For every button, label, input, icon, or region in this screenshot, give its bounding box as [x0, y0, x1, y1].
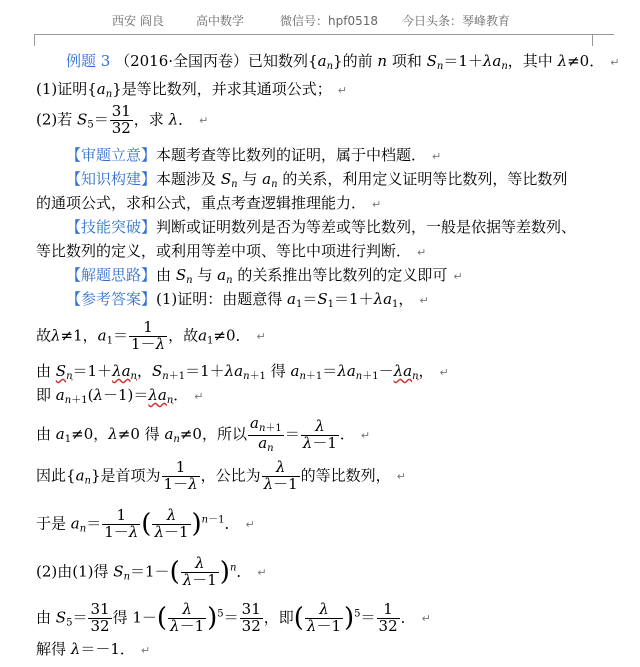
header-rule	[34, 34, 614, 35]
fraction: $\frac{1}{1-\lambda}$	[104, 506, 139, 541]
shenti-label: 【审题立意】	[66, 146, 157, 164]
answer-l2-c: ，故	[168, 326, 199, 345]
return-mark: ↵	[140, 644, 151, 657]
header-subject: 高中数学	[196, 14, 245, 28]
return-mark: ↵	[419, 294, 429, 307]
zhishi-label: 【知识构建】	[66, 170, 157, 188]
return-mark: ↵	[432, 150, 442, 163]
silu-text-b: 与	[197, 266, 213, 284]
answer-l6-d: 的等比数列，	[300, 466, 391, 485]
fraction: $\frac{1}{1-\lambda}$	[163, 458, 198, 493]
header-location: 西安 阎良	[112, 14, 164, 28]
zhishi-text-a: 本题涉及	[156, 170, 217, 188]
return-mark: ↵	[194, 390, 204, 403]
fraction: $\frac{\lambda}{\lambda-1}$	[302, 416, 337, 452]
period: ．	[178, 110, 194, 129]
answer-line-9: 由 $S_5=$ $\frac{31}{32}$ 得 1－( $\frac{\lambda}{\lambda-1}$ )$^5$＝ $\frac{31}{32}$ ，即( $\frac{\lambda}{\lambda-1}$ )$^5$＝ $\frac{1}{32}$ ． ↵	[36, 600, 431, 635]
fraction: $\frac{\lambda}{\lambda-1}$	[154, 506, 189, 541]
answer-l5-a: 由	[36, 425, 52, 443]
zhishi-text-c: 的关系，利用定义证明等比数列，等比数列	[282, 170, 568, 188]
return-mark: ↵	[245, 518, 255, 532]
jineng-text-line2: 等比数列的定义，或利用等差中项、等比中项进行判断．	[36, 242, 412, 260]
problem-stem-d: ，其中	[507, 52, 553, 70]
return-mark: ↵	[421, 612, 431, 626]
zhishi-text-b: 与	[242, 170, 258, 188]
answer-l1-text: (1)证明：由题意得	[156, 290, 283, 308]
fraction: $\frac{\lambda}{\lambda-1}$	[170, 600, 205, 635]
answer-l4-a: 即	[36, 386, 52, 404]
fraction: $\frac{\lambda}{\lambda-1}$	[306, 600, 341, 635]
answer-l10-a: 解得	[36, 640, 67, 658]
problem-stem-c: 项和	[391, 52, 422, 70]
return-mark: ↵	[396, 470, 406, 484]
fraction: $\frac{31}{32}$	[90, 600, 110, 635]
problem-stem-a: 已知数列	[248, 52, 309, 70]
part2-label: (2)若	[36, 110, 73, 129]
analysis-zhishi-line2	[36, 194, 381, 213]
answer-l9-a: 由	[36, 608, 52, 627]
fraction: $\frac{a_{n+1}}{a_n}$	[250, 414, 282, 454]
answer-line-3: 由 $S_n=1+\lambda a_n$，$S_{n+1}=1+\lambda a_{n+1}$ 得 $a_{n+1}=\lambda a_{n+1}-\lambda a_n$， ↵	[36, 362, 449, 382]
answer-l5-b: 得	[144, 425, 160, 443]
answer-l3-b: 得	[270, 362, 286, 380]
answer-line-6: 因此$\{a_n\}$是首项为 $\frac{1}{1-\lambda}$ ，公比为 $\frac{\lambda}{\lambda-1}$ 的等比数列， ↵	[36, 458, 406, 493]
answer-l6-b: 是首项为	[100, 466, 161, 485]
return-mark: ↵	[610, 56, 620, 69]
fraction: $\frac{31}{32}$	[111, 102, 131, 137]
answer-l9-c: ，即	[263, 608, 294, 627]
answer-line-4: 即 $a_{n+1}(\lambda-1)=\lambda a_n$． ↵	[36, 386, 204, 406]
problem-label: 例题 3	[66, 52, 111, 70]
silu-label: 【解题思路】	[66, 266, 157, 284]
answer-l9-b: 得	[112, 608, 128, 627]
analysis-shenti	[66, 146, 441, 165]
answer-l6-a: 因此	[36, 466, 67, 485]
problem-part1: (1)证明$\{a_n\}$是等比数列，并求其通项公式； ↵	[36, 80, 347, 100]
answer-l7-a: 于是	[36, 514, 67, 533]
return-mark: ↵	[257, 566, 267, 580]
answer-line-8: (2)由(1)得 $S_n=1-$( $\frac{\lambda}{\lambda-1}$ )$^n$． ↵	[36, 554, 267, 589]
answer-l8-a: (2)由(1)得	[36, 562, 109, 581]
zhishi-text-line2: 的通项公式，求和公式，重点考查逻辑推理能力．	[36, 194, 367, 212]
return-mark: ↵	[372, 198, 382, 211]
part1-label: (1)证明	[36, 80, 88, 98]
header-wechat: 微信号：hpf0518	[280, 14, 378, 28]
margin-mark-right	[592, 34, 593, 46]
jineng-label: 【技能突破】	[66, 218, 157, 236]
answer-l2-b: ，	[82, 326, 98, 345]
problem-source: （2016·全国丙卷）	[115, 52, 249, 70]
fraction: $\frac{\lambda}{\lambda-1}$	[182, 554, 217, 589]
margin-mark-left	[34, 34, 35, 46]
problem-part2: (2)若 $S_5=$ $\frac{31}{32}$ ，求 λ． ↵	[36, 102, 209, 137]
return-mark: ↵	[360, 429, 371, 442]
fraction: $\frac{1}{1-\lambda}$	[131, 318, 166, 353]
fraction: $\frac{31}{32}$	[241, 600, 261, 635]
answer-line-7: 于是 $a_n=$ $\frac{1}{1-\lambda}$ ( $\frac{\lambda}{\lambda-1}$ )$^{n-1}$． ↵	[36, 506, 255, 541]
part1-text: 是等比数列，并求其通项公式；	[121, 80, 332, 98]
return-mark: ↵	[256, 330, 266, 344]
jineng-text: 判断或证明数列是否为等差或等比数列，一般是依据等差数列、	[156, 218, 577, 236]
answer-line-1: 【参考答案】(1)证明：由题意得 $a_1=S_1=1+\lambda a_1$， ↵	[66, 290, 429, 310]
answer-l2-a: 故	[36, 326, 52, 345]
answer-line-2: 故λ≠1，$a_1=$ $\frac{1}{1-\lambda}$ ，故$a_1\ne 0$． ↵	[36, 318, 266, 353]
problem-statement: 例题 3 （2016·全国丙卷）已知数列$\{a_n\}$的前 n 项和 $S_n=1+\lambda a_n$，其中 λ≠0． ↵	[66, 52, 620, 72]
answer-l5-c: ，所以	[201, 425, 247, 443]
analysis-zhishi: 【知识构建】本题涉及 $S_n$ 与 $a_n$ 的关系，利用定义证明等比数列，等比数列	[66, 170, 568, 190]
answer-label: 【参考答案】	[66, 290, 157, 308]
return-mark: ↵	[199, 114, 209, 128]
answer-line-5: 由 $a_1\ne 0$，λ≠0 得 $a_n\ne 0$，所以 $\frac{a_{n+1}}{a_n}$ ＝ $\frac{\lambda}{\lambda-1}$ ． ↵	[36, 414, 371, 454]
return-mark: ↵	[439, 366, 449, 379]
part2-text: ，求	[133, 110, 164, 129]
shenti-text: 本题考查等比数列的证明，属于中档题．	[156, 146, 427, 164]
answer-l3-a: 由	[36, 362, 52, 380]
analysis-jineng	[66, 218, 576, 237]
problem-stem-b: 的前	[342, 52, 373, 70]
answer-line-10: 解得 λ＝－1． ↵	[36, 640, 151, 658]
page-header	[0, 10, 640, 32]
fraction: $\frac{\lambda}{\lambda-1}$	[263, 458, 298, 493]
analysis-silu: 【解题思路】由 $S_n$ 与 $a_n$ 的关系推出等比数列的定义即可 ↵	[66, 266, 463, 286]
analysis-jineng-line2	[36, 242, 426, 261]
return-mark: ↵	[337, 84, 347, 97]
return-mark: ↵	[417, 246, 427, 259]
silu-text-c: 的关系推出等比数列的定义即可	[237, 266, 448, 284]
return-mark: ↵	[453, 270, 463, 283]
header-toutiao: 今日头条：琴峰教育	[402, 14, 511, 28]
silu-text-a: 由	[156, 266, 172, 284]
fraction: $\frac{1}{32}$	[378, 600, 398, 635]
answer-l6-c: ，公比为	[200, 466, 261, 485]
